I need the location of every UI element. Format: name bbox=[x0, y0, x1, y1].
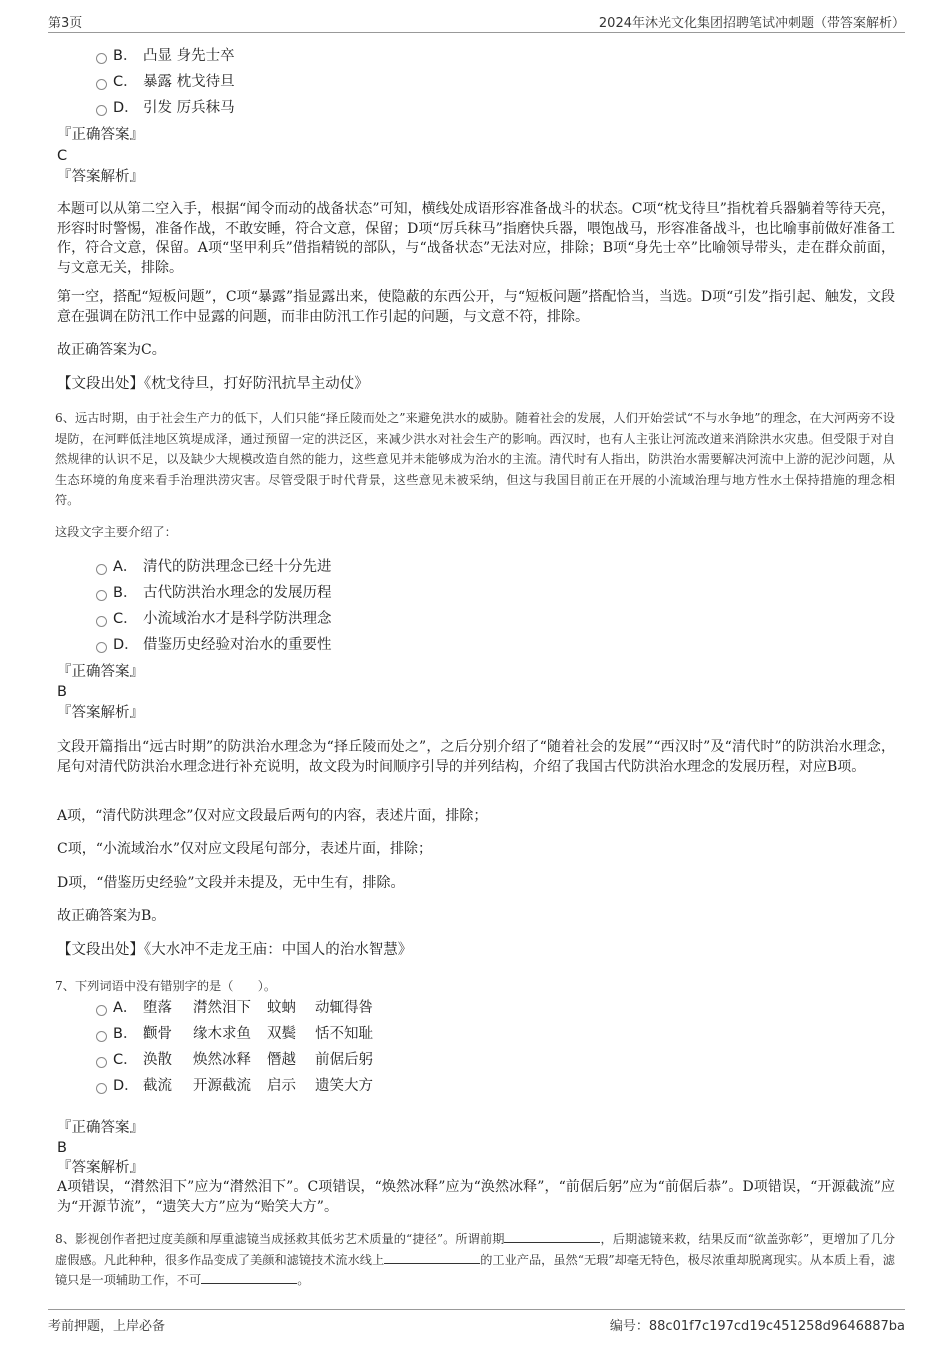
q6-answer-label: 『正确答案』 bbox=[57, 664, 144, 680]
q6-analysis-para: 文段开篇指出“远古时期”的防洪治水理念为“择丘陵而处之”，之后分别介绍了“随着社会的发展”“西汉时”及“清代时”的防洪治水理念，尾句对清代防洪治水理念进行补充说明，故文段为时间顺序引导的并列结构，介绍了我国古代防洪治水理念的发展历程，对应B项。 bbox=[57, 739, 895, 775]
q5-answer-label: 『正确答案』 bbox=[57, 127, 144, 143]
q6-source: 【文段出处】《大水冲不走龙王庙：中国人的治水智慧》 bbox=[57, 942, 413, 958]
q7-option-a[interactable]: A． 堕落 潸然泪下 蚊蚋 动辄得咎 bbox=[96, 998, 373, 1018]
q6-analysis-para: D项，“借鉴历史经验”文段并未提及，无中生有，排除。 bbox=[57, 875, 405, 891]
q5-analysis-para: 本题可以从第二空入手，根据“闻令而动的战备状态”可知，横线处成语形容准备战斗的状态。C项“枕戈待旦”指枕着兵器躺着等待天亮，形容时时警惕，准备作战，不敢安睡，符合文意，保留；D项“厉兵秣马”指磨快兵器，喂饱战马，形容准备战斗，也比喻事前做好准备工作，符合文意，保留。A项“坚甲利兵”借指精锐的部队，与“战备状态”无法对应，排除；B项“身先士卒”比喻领导带头，走在群众前面，与文意无关，排除。 bbox=[57, 201, 895, 276]
fill-blank[interactable] bbox=[504, 1230, 600, 1243]
page-footer bbox=[48, 1309, 905, 1334]
q6-answer: B bbox=[57, 684, 67, 700]
q7-option-b[interactable]: B． 颧骨 缘木求鱼 双鬓 恬不知耻 bbox=[96, 1024, 373, 1044]
fill-blank[interactable] bbox=[201, 1271, 297, 1284]
q6-option-b[interactable]: B． 古代防洪治水理念的发展历程 bbox=[96, 583, 332, 603]
document-code: 编号：88c01f7c197cd19c451258d9646887ba bbox=[609, 1319, 905, 1334]
q6-question: 这段文字主要介绍了： bbox=[55, 525, 177, 539]
q6-stem: 6、远古时期，由于社会生产力的低下，人们只能“择丘陵而处之”来避免洪水的威胁。随着社会的发展，人们开始尝试“不与水争地”的理念，在大河两旁不设堤防，在河畔低洼地区筑堤成泽，通过预留一定的洪泛区，来减少洪水对社会生产的影响。西汉时，也有人主张让河流改道来消除洪水灾患。但受限于对自然规律的认识不足，以及缺少大规模改造自然的能力，这些意见并未能够成为治水的主流。清代时有人指出，防洪治水需要解决河流中上游的泥沙问题，从生态环境的角度来看手治理洪涝灾害。尽管受限于时代背景，这些意见未被采纳，但这与我国目前正在开展的小流域治理与地方性水土保持措施的理念相符。 bbox=[55, 411, 895, 507]
radio-icon[interactable] bbox=[96, 79, 107, 90]
q5-analysis-conclusion: 故正确答案为C。 bbox=[57, 342, 166, 358]
q7-option-d[interactable]: D． 截流 开源截流 启示 遗笑大方 bbox=[96, 1076, 373, 1096]
page-number: 第3页 bbox=[48, 16, 83, 31]
q6-analysis-label: 『答案解析』 bbox=[57, 705, 144, 721]
document-title: 2024年沐光文化集团招聘笔试冲刺题（带答案解析） bbox=[598, 16, 905, 31]
fill-blank[interactable] bbox=[384, 1251, 480, 1264]
radio-icon[interactable] bbox=[96, 1057, 107, 1068]
q7-option-c[interactable]: C． 涣散 焕然冰释 僭越 前倨后躬 bbox=[96, 1050, 373, 1070]
radio-icon[interactable] bbox=[96, 642, 107, 653]
footer-slogan: 考前押题，上岸必备 bbox=[48, 1319, 166, 1334]
q5-option-c[interactable]: C． 暴露 枕戈待旦 bbox=[96, 72, 235, 92]
radio-icon[interactable] bbox=[96, 1005, 107, 1016]
q5-source: 【文段出处】《枕戈待旦，打好防汛抗旱主动仗》 bbox=[57, 376, 369, 392]
radio-icon[interactable] bbox=[96, 1031, 107, 1042]
q6-option-d[interactable]: D． 借鉴历史经验对治水的重要性 bbox=[96, 635, 332, 655]
radio-icon[interactable] bbox=[96, 1083, 107, 1094]
q6-analysis-conclusion: 故正确答案为B。 bbox=[57, 908, 166, 924]
q5-analysis-para: 第一空，搭配“短板问题”，C项“暴露”指显露出来，使隐蔽的东西公开，与“短板问题”搭配恰当，当选。D项“引发”指引起、触发，文段意在强调在防汛工作中显露的问题，而非由防汛工作引起的问题，与文意不符，排除。 bbox=[57, 289, 895, 325]
radio-icon[interactable] bbox=[96, 564, 107, 575]
q8-stem: 8、影视创作者把过度美颜和厚重滤镜当成拯救其低劣艺术质量的“捷径”。所谓前期 ，后期滤镜来救，结果反而“欲盖弥彰”，更增加了几分虚假感。凡此种种，很多作品变成了美颜和滤镜技术流水线上 的工业产品，虽然“无瑕”却毫无特色，极尽浓重却脱离现实。从本质上看，滤镜只是一项辅助工作，不可 。 bbox=[55, 1232, 896, 1287]
radio-icon[interactable] bbox=[96, 590, 107, 601]
radio-icon[interactable] bbox=[96, 53, 107, 64]
q7-stem: 7、下列词语中没有错别字的是（ ）。 bbox=[55, 979, 277, 993]
q7-answer: B bbox=[57, 1140, 67, 1156]
q7-analysis-label: 『答案解析』 bbox=[57, 1160, 144, 1176]
q5-option-b[interactable]: B． 凸显 身先士卒 bbox=[96, 46, 235, 66]
radio-icon[interactable] bbox=[96, 616, 107, 627]
q6-analysis-para: C项，“小流域治水”仅对应文段尾句部分，表述片面，排除； bbox=[57, 841, 433, 857]
q6-analysis-para: A项，“清代防洪理念”仅对应文段最后两句的内容，表述片面，排除； bbox=[57, 808, 488, 824]
q6-option-a[interactable]: A． 清代的防洪理念已经十分先进 bbox=[96, 557, 332, 577]
q7-analysis: A项错误，“潸然泪下”应为“潸然泪下”。C项错误，“焕然冰释”应为“涣然冰释”，“前倨后躬”应为“前倨后恭”。D项错误，“开源截流”应为“开源节流”，“遗笑大方”应为“贻笑大方”。 bbox=[57, 1179, 895, 1215]
q5-analysis-label: 『答案解析』 bbox=[57, 169, 144, 185]
q7-answer-label: 『正确答案』 bbox=[57, 1120, 144, 1136]
page-header bbox=[48, 12, 905, 33]
q5-answer: C bbox=[57, 148, 68, 164]
radio-icon[interactable] bbox=[96, 105, 107, 116]
q5-option-d[interactable]: D． 引发 厉兵秣马 bbox=[96, 98, 235, 118]
q6-option-c[interactable]: C． 小流域治水才是科学防洪理念 bbox=[96, 609, 332, 629]
